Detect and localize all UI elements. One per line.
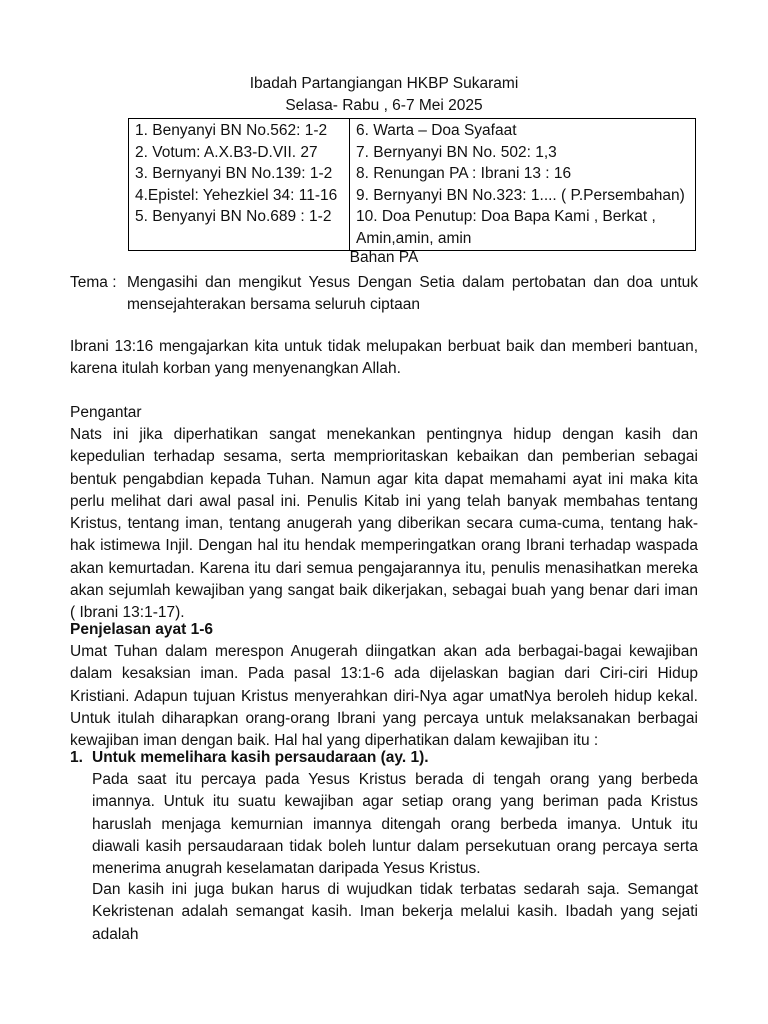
liturgy-left-column: [129, 119, 350, 251]
pengantar-heading: Pengantar: [70, 404, 142, 421]
liturgy-item: 5. Benyanyi BN No.689 : 1-2: [135, 208, 332, 225]
liturgy-item: 4.Epistel: Yehezkiel 34: 11-16: [135, 186, 338, 204]
intro-paragraph: Ibrani 13:16 mengajarkan kita untuk tidak melupakan berbuat baik dan memberi bantuan, karena itulah korban yang menyenangkan Allah.: [70, 338, 698, 378]
liturgy-item: 2. Votum: A.X.B3-D.VII. 27: [135, 143, 318, 161]
theme-label: Tema :: [70, 274, 117, 291]
item-1-paragraph-2: Dan kasih ini juga bukan harus di wujudkan tidak terbatas sedarah saja. Semangat Kekristenan adalah semangat kasih. Iman bekerja melalui kasih. Ibadah yang sejati adalah: [92, 881, 698, 943]
liturgy-table: [128, 118, 696, 251]
liturgy-item: 7. Bernyanyi BN No. 502: 1,3: [356, 143, 557, 161]
liturgy-item: 10. Doa Penutup: Doa Bapa Kami , Berkat ,: [356, 208, 656, 225]
liturgy-item: 6. Warta – Doa Syafaat: [356, 122, 517, 139]
liturgy-item: Amin,amin, amin: [356, 229, 472, 247]
liturgy-item: 9. Bernyanyi BN No.323: 1.... ( P.Persembahan): [356, 186, 685, 204]
theme-block: [70, 272, 698, 316]
service-title: Ibadah Partangiangan HKBP Sukarami: [249, 75, 519, 92]
liturgy-right-column: [350, 119, 696, 251]
liturgy-item: 1. Benyanyi BN No.562: 1-2: [135, 122, 328, 139]
pengantar-paragraph: Nats ini jika diperhatikan sangat menekankan pentingnya hidup dengan kasih dan kepedulian terhadap sesama, serta memprioritaskan kebaikan dan pemberian sebagai bentuk pengabdian kepada Tuhan. Namun agar kita dapat memahami ayat ini maka kita perlu melihat dari awal pasal ini. Penulis Kitab ini yang telah banyak membahas tentang Kristus, tentang iman, tentang anugerah yang diberikan secara cuma-cuma, tentang hak-hak istimewa Injil. Dengan hal itu hendak memperingatkan orang Ibrani terhadap waspada akan kemurtadan. Karena itu dari semua pengajarannya itu, penulis menasihatkan mereka akan sejumlah kewajiban yang sangat baik dikerjakan, sebagai buah yang benar dari iman ( Ibrani 13:1-17).: [70, 426, 698, 622]
theme-text: Mengasihi dan mengikut Yesus Dengan Setia dalam pertobatan dan doa untuk mensejahterakan bersama seluruh ciptaan: [127, 274, 698, 313]
numbered-item-1: [70, 747, 698, 769]
service-date: Selasa- Rabu , 6-7 Mei 2025: [285, 97, 483, 114]
bahan-heading: Bahan PA: [349, 249, 419, 266]
penjelasan-heading: Penjelasan ayat 1-6: [70, 621, 214, 638]
liturgy-item: 3. Bernyanyi BN No.139: 1-2: [135, 165, 333, 182]
item-1-paragraph-1: Pada saat itu percaya pada Yesus Kristus berada di tengah orang yang berbeda imannya. Untuk itu suatu kewajiban agar setiap orang yang beriman pada Kristus haruslah menjaga kemurnian imannya ditengah orang berbeda imanya. Untuk itu diawali kasih persaudaraan tidak boleh luntur dalam persekutuan orang percaya serta menerima anugrah keselamatan daripada Yesus Kristus.: [92, 771, 698, 878]
item-number: 1.: [70, 749, 83, 766]
liturgy-item: 8. Renungan PA : Ibrani 13 : 16: [356, 165, 572, 182]
penjelasan-paragraph: Umat Tuhan dalam merespon Anugerah diingatkan akan ada berbagai-bagai kewajiban dalam kesaksian iman. Pada pasal 13:1-6 ada dijelaskan bagian dari Ciri-ciri Hidup Kristiani. Adapun tujuan Kristus menyerahkan diri-Nya agar umatNya beroleh hidup kekal. Untuk itulah diharapkan orang-orang Ibrani yang percaya untuk melaksanakan berbagai kewajiban iman dengan baik. Hal hal yang diperhatikan dalam kewajiban itu :: [70, 643, 698, 750]
item-title: Untuk memelihara kasih persaudaraan (ay. 1).: [92, 749, 429, 766]
